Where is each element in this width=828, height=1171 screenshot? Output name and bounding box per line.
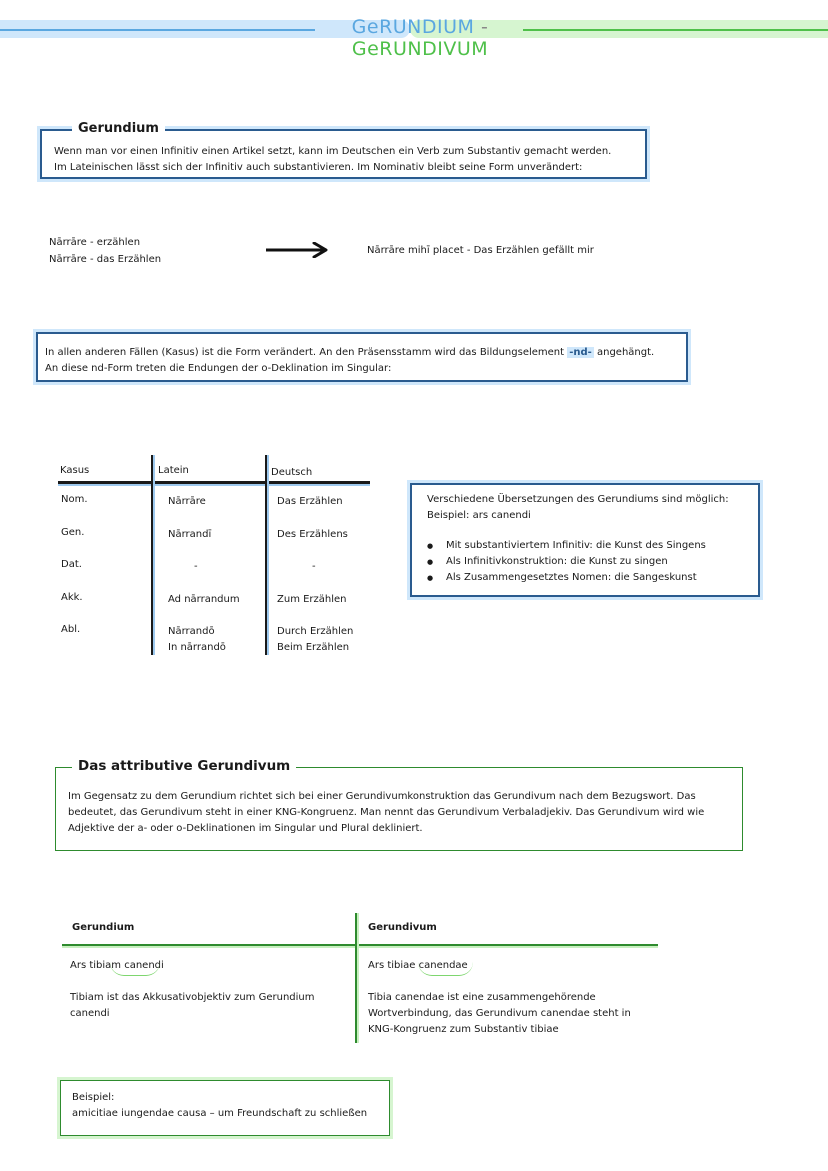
table-header-latein: Latein	[158, 465, 189, 476]
gerundivum-text-line-1: Im Gegensatz zu dem Gerundium richtet sich bei einer Gerundivumkonstruktion das Gerundivum nach dem Bezugswort. Das	[68, 791, 696, 802]
gerundivum-definition-box	[55, 758, 743, 851]
translations-line-2: Beispiel: ars canendi	[427, 510, 531, 521]
gerundivum-note-line-2: Wortverbindung, das Gerundivum canendae steht in	[368, 1008, 631, 1019]
example-box	[60, 1080, 390, 1136]
example-text: amicitiae iungendae causa – um Freundschaft zu schließen	[72, 1108, 368, 1119]
translations-list	[427, 538, 706, 586]
table-row-gen-deutsch: Des Erzählens	[277, 529, 348, 540]
gerundium-example-link	[110, 962, 160, 976]
table-column-rule-1	[151, 455, 153, 655]
gerundium-example: Ars tibiam canendi	[70, 960, 164, 971]
nd-element-highlight: -nd-	[569, 347, 592, 358]
gerundium-text-line-2: Im Lateinischen lässt sich der Infinitiv auch substantivieren. Im Nominativ bleibt seine Form unverändert:	[54, 162, 583, 173]
other-cases-line-2: An diese nd-Form treten die Endungen der o-Deklination im Singular:	[45, 363, 392, 374]
table-row-abl-deutsch: Durch Erzählen	[277, 626, 354, 637]
page-title	[305, 16, 535, 60]
example-label: Beispiel:	[72, 1092, 115, 1103]
table-row-dat-deutsch: -	[312, 561, 316, 572]
table-row-nom-deutsch: Das Erzählen	[277, 496, 343, 507]
gerundium-text-line-1: Wenn man vor einen Infinitiv einen Artikel setzt, kann im Deutschen ein Verb zum Substantiv gemacht werden.	[54, 146, 612, 157]
table-row-dat-kasus: Dat.	[61, 559, 82, 570]
table-column-rule-2	[265, 455, 267, 655]
table-row-abl-kasus: Abl.	[61, 624, 81, 635]
table-header-kasus: Kasus	[60, 465, 90, 476]
list-item: ● Mit substantiviertem Infinitiv: die Kunst des Singens	[427, 538, 706, 554]
table-row-dat-latein: -	[194, 561, 198, 572]
table-row-abl-deutsch-2: Beim Erzählen	[277, 642, 350, 653]
right-arrow-icon	[266, 242, 330, 258]
gerundivum-text-line-2: bedeutet, das Gerundivum steht in einer KNG-Kongruenz. Man nennt das Gerundivum Verbaladjekiv. Das Gerundivum wird wie	[68, 807, 705, 818]
translations-line-1: Verschiedene Übersetzungen des Gerundiums sind möglich:	[427, 494, 729, 505]
table-row-gen-kasus: Gen.	[61, 527, 85, 538]
gerundium-definition-box	[40, 121, 647, 179]
other-cases-box	[36, 332, 688, 382]
comparison-column-rule	[355, 913, 357, 1043]
title-gerundivum: GeRUNDIVUM	[351, 38, 489, 60]
header-rule-left	[0, 29, 315, 31]
infinitive-example-line-2: Nārrāre - das Erzählen	[49, 254, 162, 265]
comparison-header-gerundium: Gerundium	[72, 922, 135, 933]
gerundium-box-title: Gerundium	[72, 121, 165, 136]
table-row-nom-kasus: Nom.	[61, 494, 88, 505]
page-header	[0, 14, 828, 60]
gerundium-note-line-1: Tibiam ist das Akkusativobjektiv zum Gerundium	[70, 992, 315, 1003]
table-header-rule	[58, 481, 370, 484]
table-row-gen-latein: Nārrandī	[168, 529, 212, 540]
list-item: ● Als Zusammengesetztes Nomen: die Sangeskunst	[427, 570, 706, 586]
title-gerundium: GeRUNDIUM	[351, 16, 475, 38]
infinitive-example-line-1: Nārrāre - erzählen	[49, 237, 141, 248]
gerundivum-example: Ars tibiae canendae	[368, 960, 468, 971]
table-row-akk-kasus: Akk.	[61, 592, 83, 603]
table-header-deutsch: Deutsch	[271, 467, 313, 478]
header-rule-right	[523, 29, 828, 31]
gerundivum-box-title: Das attributive Gerundivum	[72, 758, 296, 774]
gerundium-note-line-2: canendi	[70, 1008, 110, 1019]
table-row-abl-latein: Nārrandō	[168, 626, 215, 637]
comparison-header-gerundivum: Gerundivum	[368, 922, 437, 933]
table-row-abl-latein-2: In nārrandō	[168, 642, 226, 653]
table-row-akk-deutsch: Zum Erzählen	[277, 594, 347, 605]
table-row-nom-latein: Nārrāre	[168, 496, 206, 507]
infinitive-example-result: Nārrāre mihī placet - Das Erzählen gefällt mir	[367, 245, 594, 256]
table-row-akk-latein: Ad nārrandum	[168, 594, 240, 605]
list-item: ● Als Infinitivkonstruktion: die Kunst zu singen	[427, 554, 706, 570]
gerundivum-note-line-3: KNG-Kongruenz zum Substantiv tibiae	[368, 1024, 559, 1035]
gerundivum-note-line-1: Tibia canendae ist eine zusammengehörende	[368, 992, 596, 1003]
gerundivum-example-link	[418, 962, 473, 976]
title-separator: -	[480, 16, 489, 38]
other-cases-line-1: In allen anderen Fällen (Kasus) ist die Form verändert. An den Präsensstamm wird das Bildungselement -nd- angehängt.	[45, 347, 655, 358]
comparison-header-rule	[62, 944, 658, 946]
gerundivum-text-line-3: Adjektive der a- oder o-Deklinationen im Singular und Plural dekliniert.	[68, 823, 423, 834]
